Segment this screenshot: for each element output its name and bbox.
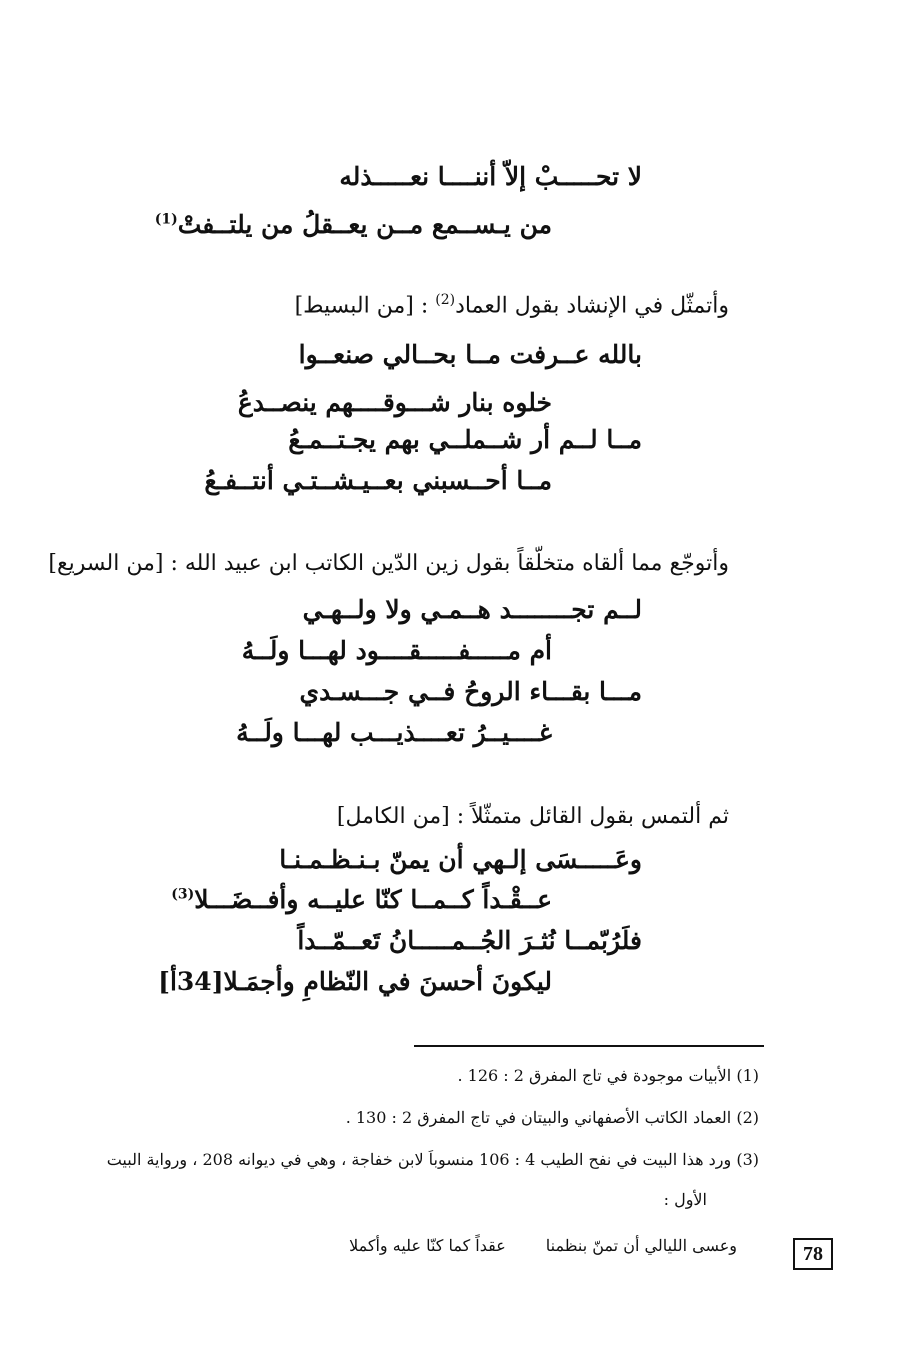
- section3-intro: وأتوجّع مما ألقاه متخلّقاً بقول زين الدّين الكاتب ابن عبيد الله : [من السريع]: [48, 551, 729, 576]
- footnote-3-verse-a: وعسى الليالي أن تمنّ بنظمنا: [545, 1236, 737, 1255]
- section3-verse-3: مـــا بقـــاء الروحُ فــي جـــسـدي: [299, 677, 642, 706]
- footnote-ref-3: (3): [171, 886, 195, 903]
- footnote-3-continuation: الأول :: [663, 1190, 707, 1209]
- section3-verse-1: لــم تجــــــــد هــمـي ولا ولــهـي: [302, 595, 642, 624]
- section4-verse-4: ليكونَ أحسنَ في النّظامِ وأجمَـلا[34أ]: [158, 967, 552, 996]
- section2-intro: [295, 292, 729, 318]
- footnote-1: (1) الأبيات موجودة في تاج المفرق 2 : 126 .: [457, 1066, 759, 1085]
- section4-verse-3: فلَرُبّمــا نُثـرَ الجُــمـــــانُ تَعــمّــداً: [297, 926, 642, 955]
- section3-verse-4: غــــيــرُ تعــــذيـــب لهـــا ولَــهُ: [236, 718, 552, 747]
- section2-verse-3: مــا لــم أر شــملــي بهم يجـتــمـعُ: [288, 425, 642, 454]
- section2-verse-1: بالله عــرفت مــا بحــالي صنعــوا: [298, 340, 642, 369]
- footnote-ref-2: (2): [435, 292, 456, 308]
- section2-meter: : [من البسيط]: [294, 293, 429, 319]
- footnote-3-verse: [349, 1236, 737, 1255]
- section2-intro-text: وأتمثّل في الإنشاد بقول العماد: [455, 293, 729, 319]
- page-number: 78: [793, 1238, 833, 1270]
- section4-intro: ثم ألتمس بقول القائل متمثّلاً : [من الكامل]: [336, 804, 729, 829]
- section4-verse-2: [171, 885, 552, 914]
- section4-verse-1: وعَـــــسَى إلـهي أن يمنّ بـنـظـمـنـا: [279, 845, 642, 874]
- footnote-3-verse-b: عقداً كما كنّا عليه وأكملا: [349, 1236, 506, 1255]
- footnote-2: (2) العماد الكاتب الأصفهاني والبيتان في تاج المفرق 2 : 130 .: [345, 1108, 759, 1127]
- poem1-line1: لا تحـــــبْ إلاّ أننــــا نعـــــذله: [339, 162, 642, 191]
- section4-verse-2-text: عــقْـداً كــمــا كنّا عليــه وأفــضَـــلا: [194, 885, 552, 914]
- footnote-ref-1: (1): [154, 211, 178, 228]
- section2-verse-2: خلوه بنار شـــوقــــهم ينصــدعُ: [237, 388, 552, 417]
- poem1-line2-text: من يـســمع مــن يعــقلُ من يلتــفتْ: [177, 210, 552, 239]
- poem1-line2: [155, 210, 552, 239]
- footnote-3: (3) ورد هذا البيت في نفح الطيب 4 : 106 منسوباً لابن خفاجة ، وهي في ديوانه 208 ، ورواية البيت: [106, 1150, 759, 1169]
- section3-verse-2: أم مـــــفـــــقــــود لهـــا ولَــهُ: [241, 636, 552, 665]
- footnote-separator: [414, 1045, 764, 1047]
- section2-verse-4: مــا أحــسبني بعــيـشــتـي أنتــفـعُ: [204, 466, 552, 495]
